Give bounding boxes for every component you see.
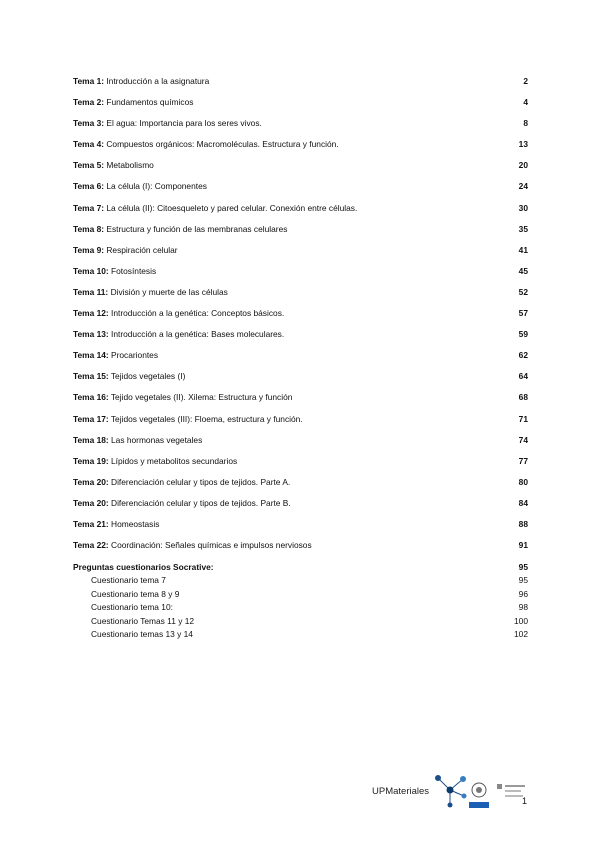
toc-entry-page: 68 [518, 392, 528, 403]
toc-entry-text: Tejidos vegetales (I) [110, 371, 186, 382]
toc-entry-text: División y muerte de las células [110, 286, 228, 297]
toc-entry-title [73, 456, 237, 466]
toc-entry[interactable] [73, 392, 528, 413]
toc-entry-label: Tema 6: [73, 181, 105, 192]
toc-entry-label: Tema 21: [73, 518, 109, 529]
toc-entry-text: La célula (I): Componentes [106, 181, 207, 192]
toc-entry-page: 77 [518, 455, 528, 466]
socrative-item[interactable] [73, 602, 528, 616]
toc-entry-label: Tema 10: [73, 265, 109, 276]
toc-entry-text: Lípidos y metabolitos secundarios [111, 455, 238, 466]
toc-entry[interactable] [73, 308, 528, 329]
toc-entry-text: Coordinación: Señales químicas e impulsos nerviosos [111, 540, 312, 551]
brand-name: UPMateriales [372, 786, 430, 797]
socrative-item-title: Cuestionario tema 8 y 9 [91, 588, 180, 599]
toc-entry-page: 24 [518, 181, 528, 192]
toc-entry-label: Tema 22: [73, 540, 109, 551]
toc-entry-page: 88 [518, 518, 528, 529]
toc-entry[interactable] [73, 350, 528, 371]
toc-entry-title [73, 540, 312, 550]
toc-entry-text: Diferenciación celular y tipos de tejidos. Parte A. [111, 476, 291, 487]
toc-entry[interactable] [73, 498, 528, 519]
toc-entry-text: Procariontes [111, 350, 159, 361]
toc-entry-page: 57 [518, 308, 528, 319]
toc-entry-label: Tema 14: [73, 350, 109, 361]
toc-entry[interactable] [73, 139, 528, 160]
toc-entry-label: Tema 16: [73, 392, 109, 403]
socrative-item-page: 102 [514, 629, 528, 639]
toc-entry-title [73, 76, 209, 86]
socrative-item-title: Cuestionario temas 13 y 14 [91, 629, 193, 639]
toc-entry-text: Tejidos vegetales (III): Floema, estructura y función. [110, 413, 303, 424]
toc-entry[interactable] [73, 97, 528, 118]
toc-entry-title [73, 414, 303, 424]
molecule-logo-icon [430, 770, 470, 810]
toc-entry[interactable] [73, 414, 528, 435]
toc-entry-page: 2 [523, 76, 528, 86]
toc-entry-title [73, 139, 339, 149]
toc-entry-text: Respiración celular [106, 244, 178, 255]
toc-entry-title [73, 350, 158, 360]
socrative-item[interactable] [73, 589, 528, 603]
toc-entry-text: Introducción a la genética: Bases moleculares. [111, 329, 285, 340]
toc-entry-title [73, 181, 207, 191]
toc-entry-page: 64 [518, 371, 528, 382]
toc-entry-page: 13 [518, 139, 528, 150]
socrative-page: 95 [518, 562, 528, 572]
socrative-item-title: Cuestionario tema 7 [91, 575, 166, 585]
toc-entry-page: 30 [518, 202, 528, 213]
socrative-heading: Preguntas cuestionarios Socrative: [73, 562, 214, 572]
toc-entry-title [73, 287, 228, 297]
toc-entry-title [73, 477, 290, 487]
toc-entry-page: 8 [523, 118, 528, 129]
toc-entry-page: 62 [518, 350, 528, 361]
toc-entry-text: Diferenciación celular y tipos de tejidos. Parte B. [111, 497, 291, 508]
toc-entry[interactable] [73, 76, 528, 97]
toc-entry[interactable] [73, 435, 528, 456]
toc-entry-title [73, 266, 156, 276]
toc-entry-label: Tema 12: [73, 308, 109, 319]
toc-entry-text: La célula (II): Citoesqueleto y pared celular. Conexión entre células. [106, 202, 358, 213]
toc-entry-page: 45 [518, 265, 528, 276]
toc-entry-label: Tema 17: [73, 413, 109, 424]
toc-entry-page: 91 [518, 540, 528, 551]
toc-entry-page: 59 [518, 329, 528, 340]
toc-entry-label: Tema 13: [73, 329, 109, 340]
socrative-item[interactable] [73, 629, 528, 643]
toc-entry[interactable] [73, 540, 528, 561]
toc-entry[interactable] [73, 477, 528, 498]
toc-entry-text: Introducción a la genética: Conceptos básicos. [111, 308, 285, 319]
toc-entry[interactable] [73, 118, 528, 139]
toc-entry-text: Metabolismo [106, 160, 154, 171]
toc-entry-title [73, 371, 185, 381]
toc-entry[interactable] [73, 266, 528, 287]
toc-entry-page: 84 [518, 497, 528, 508]
table-of-contents [73, 76, 528, 561]
toc-entry-label: Tema 11: [73, 286, 109, 297]
toc-entry-label: Tema 15: [73, 371, 109, 382]
toc-entry-page: 35 [518, 223, 528, 234]
socrative-item-page: 98 [518, 602, 528, 612]
toc-entry-title [73, 224, 287, 234]
toc-entry-title [73, 435, 202, 445]
toc-entry-page: 74 [518, 434, 528, 445]
toc-entry-label: Tema 9: [73, 244, 105, 255]
toc-entry-page: 4 [523, 97, 528, 108]
toc-entry-text: El agua: Importancia para los seres vivos. [106, 118, 262, 129]
toc-entry-title [73, 392, 292, 402]
toc-entry[interactable] [73, 371, 528, 392]
toc-entry-title [73, 97, 193, 107]
toc-entry-text: Compuestos orgánicos: Macromoléculas. Estructura y función. [106, 139, 339, 150]
toc-entry-text: Las hormonas vegetales [111, 434, 203, 445]
toc-entry[interactable] [73, 160, 528, 181]
footer-logos [372, 770, 532, 810]
toc-entry-label: Tema 1: [73, 76, 105, 86]
page-number: 1 [522, 796, 528, 806]
toc-entry-title [73, 245, 178, 255]
toc-entry-label: Tema 7: [73, 202, 105, 213]
toc-entry-text: Estructura y función de las membranas celulares [106, 223, 288, 234]
toc-entry[interactable] [73, 519, 528, 540]
toc-entry-text: Homeostasis [111, 518, 160, 529]
toc-entry-title [73, 203, 357, 213]
socrative-item-page: 95 [518, 575, 528, 585]
toc-entry-text: Introducción a la asignatura [106, 76, 210, 86]
toc-entry[interactable] [73, 329, 528, 350]
toc-entry-title [73, 519, 159, 529]
toc-entry-label: Tema 5: [73, 160, 105, 171]
socrative-item-page: 96 [518, 588, 528, 599]
socrative-item[interactable] [73, 616, 528, 630]
toc-entry-text: Tejido vegetales (II). Xilema: Estructura y función [110, 392, 293, 403]
socrative-item[interactable] [73, 575, 528, 589]
university-seal-icon [467, 780, 491, 810]
toc-entry-label: Tema 20: [73, 497, 109, 508]
toc-entry[interactable] [73, 245, 528, 266]
toc-entry-title [73, 329, 284, 339]
toc-entry[interactable] [73, 456, 528, 477]
toc-entry-page: 41 [518, 244, 528, 255]
toc-entry-label: Tema 8: [73, 223, 105, 234]
toc-entry-label: Tema 18: [73, 434, 109, 445]
toc-entry-text: Fotosíntesis [111, 265, 157, 276]
toc-entry-title [73, 498, 291, 508]
toc-entry-label: Tema 20: [73, 476, 109, 487]
toc-entry-page: 80 [518, 476, 528, 487]
toc-entry-page: 20 [518, 160, 528, 171]
toc-entry[interactable] [73, 203, 528, 224]
toc-entry-label: Tema 19: [73, 455, 109, 466]
socrative-item-title: Cuestionario tema 10: [91, 602, 173, 612]
toc-entry-label: Tema 3: [73, 118, 105, 129]
toc-entry[interactable] [73, 287, 528, 308]
toc-entry-label: Tema 2: [73, 97, 105, 108]
toc-entry-label: Tema 4: [73, 139, 105, 150]
socrative-item-title: Cuestionario Temas 11 y 12 [91, 615, 195, 626]
toc-entry-title [73, 118, 262, 128]
toc-entry[interactable] [73, 181, 528, 202]
socrative-section [73, 562, 528, 643]
toc-entry[interactable] [73, 224, 528, 245]
toc-entry-page: 52 [518, 286, 528, 297]
socrative-item-page: 100 [514, 615, 528, 626]
toc-entry-title [73, 160, 154, 170]
toc-entry-title [73, 308, 284, 318]
toc-entry-text: Fundamentos químicos [106, 97, 194, 108]
toc-entry-page: 71 [518, 413, 528, 424]
socrative-heading-row[interactable] [73, 562, 528, 575]
